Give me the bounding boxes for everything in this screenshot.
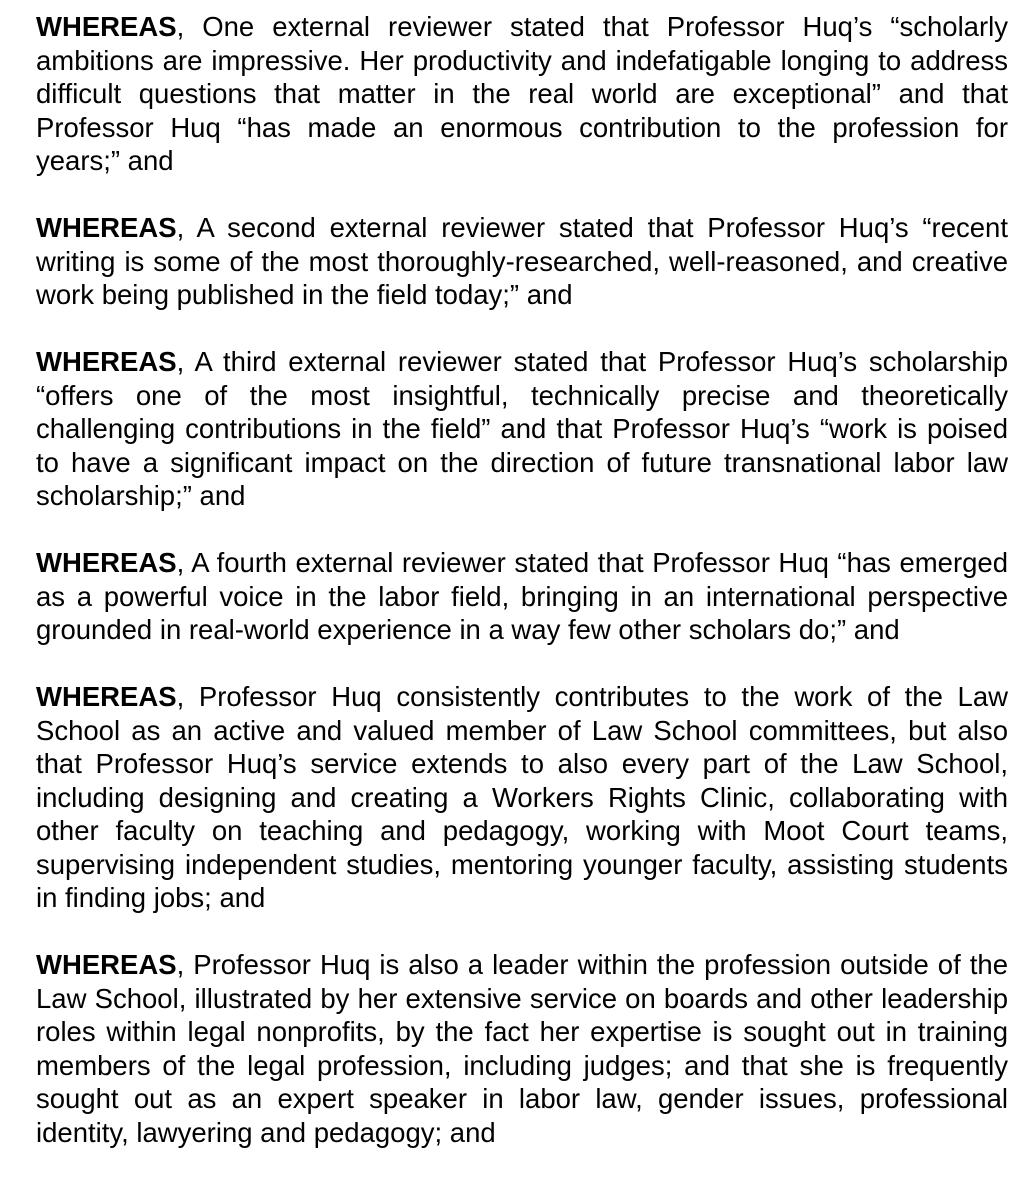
- paragraph-text: , A third external reviewer stated that Professor Huq’s scholarship “offers one of the most insightful, technically precise and theoretically challenging contributions in the field” and that Professor Huq’s “work is poised to have a significant impact on the direction of future transnational labor law scholarship;” and: [36, 346, 1008, 511]
- whereas-keyword: WHEREAS: [36, 346, 177, 377]
- whereas-keyword: WHEREAS: [36, 949, 177, 980]
- whereas-keyword: WHEREAS: [36, 212, 177, 243]
- whereas-paragraph-3: [36, 345, 1008, 513]
- whereas-keyword: WHEREAS: [36, 11, 177, 42]
- paragraph-text: , One external reviewer stated that Professor Huq’s “scholarly ambitions are impressive. Her productivity and indefatigable longing to address difficult questions that matter in the real world are exceptional” and that Professor Huq “has made an enormous contribution to the profession for years;” and: [36, 11, 1008, 176]
- whereas-keyword: WHEREAS: [36, 681, 177, 712]
- whereas-paragraph-2: [36, 211, 1008, 312]
- paragraph-text: , Professor Huq consistently contributes to the work of the Law School as an active and valued member of Law School committees, but also that Professor Huq’s service extends to also every part of the Law School, including designing and creating a Workers Rights Clinic, collaborating with other faculty on teaching and pedagogy, working with Moot Court teams, supervising independent studies, mentoring younger faculty, assisting students in finding jobs; and: [36, 681, 1008, 913]
- whereas-paragraph-6: [36, 948, 1008, 1149]
- whereas-paragraph-4: [36, 546, 1008, 647]
- whereas-keyword: WHEREAS: [36, 547, 177, 578]
- whereas-paragraph-1: [36, 10, 1008, 178]
- paragraph-text: , A fourth external reviewer stated that Professor Huq “has emerged as a powerful voice in the labor field, bringing in an international perspective grounded in real-world experience in a way few other scholars do;” and: [36, 547, 1008, 645]
- paragraph-text: , A second external reviewer stated that Professor Huq’s “recent writing is some of the most thoroughly-researched, well-reasoned, and creative work being published in the field today;” and: [36, 212, 1008, 310]
- paragraph-text: , Professor Huq is also a leader within the profession outside of the Law School, illustrated by her extensive service on boards and other leadership roles within legal nonprofits, by the fact her expertise is sought out in training members of the legal profession, including judges; and that she is frequently sought out as an expert speaker in labor law, gender issues, professional identity, lawyering and pedagogy; and: [36, 949, 1008, 1148]
- whereas-paragraph-5: [36, 680, 1008, 915]
